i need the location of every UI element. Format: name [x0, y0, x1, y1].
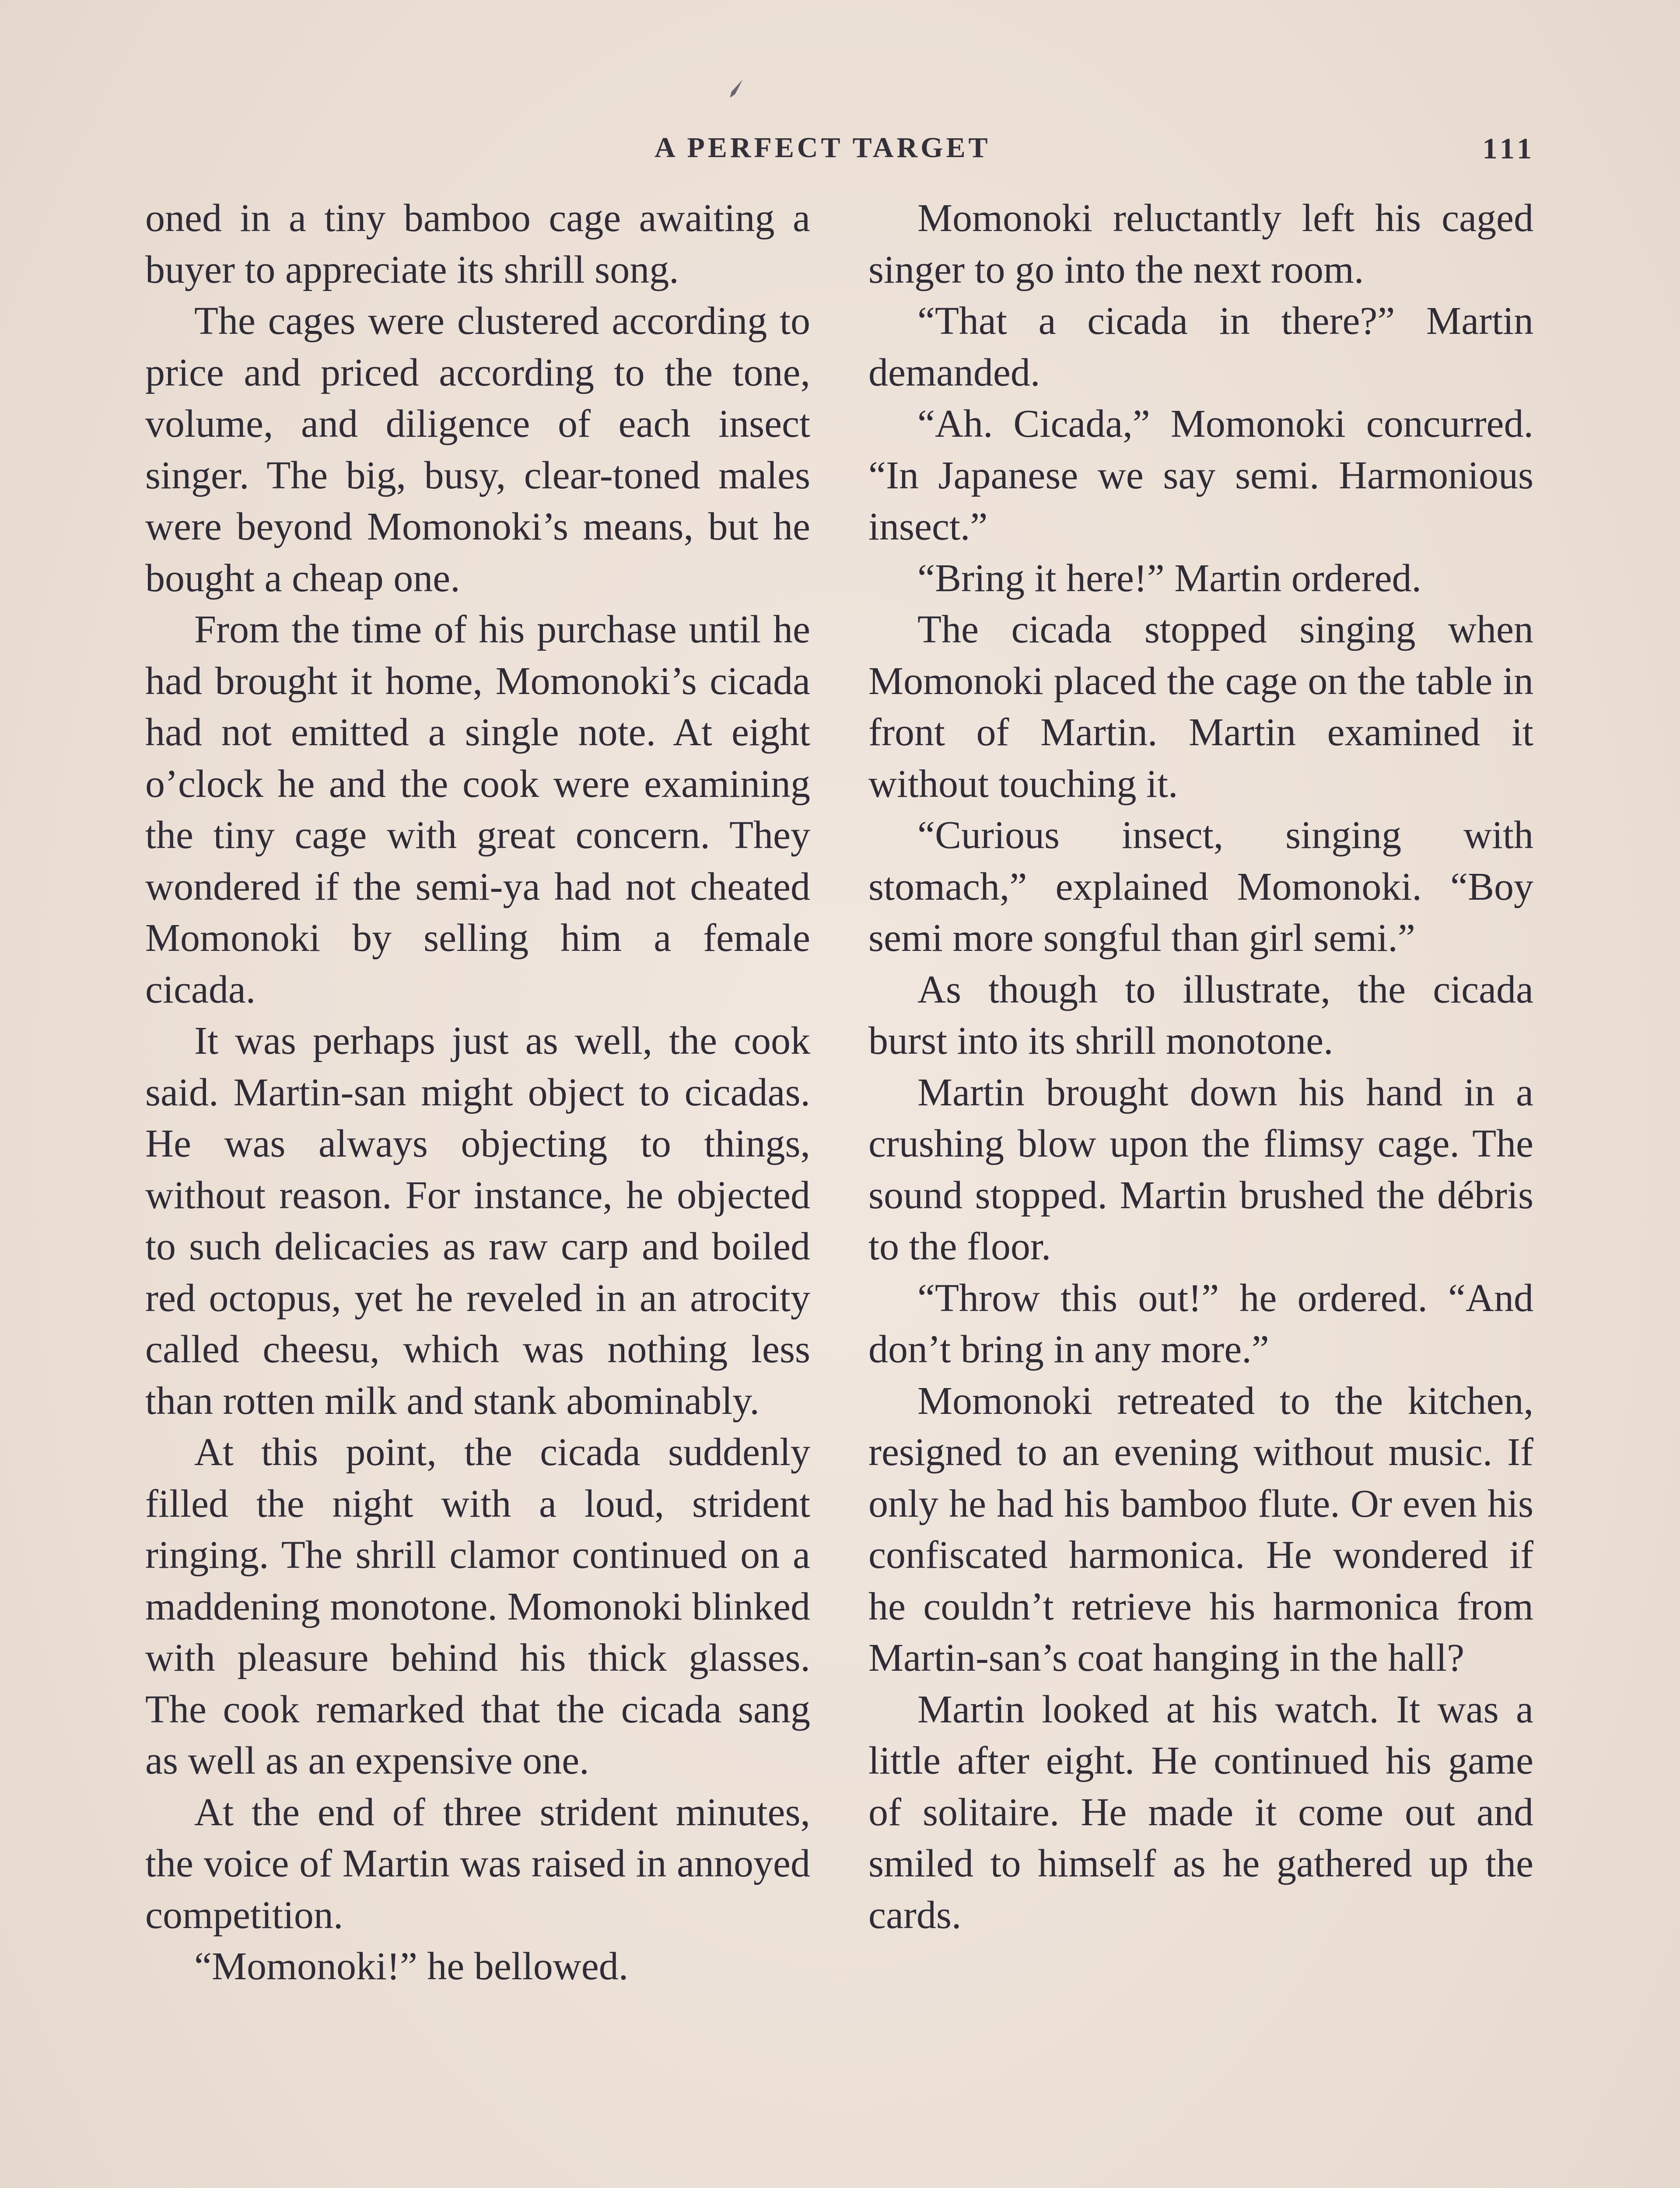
paragraph: The cages were clustered according to price and priced according to the tone, volume, and diligence of each insect singer. The big, busy, clear-toned males were beyond Momonoki’s means, but he bought a cheap one. — [145, 299, 810, 600]
paragraph: “Bring it here!” Martin ordered. — [917, 556, 1422, 600]
running-head: A PERFECT TARGET — [654, 132, 991, 164]
paragraph: Martin looked at his watch. It was a little after eight. He continued his game of solitaire. He made it come out and smiled to himself as he gathered up the cards. — [868, 1687, 1533, 1937]
left-column — [145, 193, 810, 1992]
page-number: 111 — [1482, 132, 1536, 165]
paragraph: The cicada stopped singing when Momonoki placed the cage on the table in front of Martin. Martin examined it without touching it. — [868, 608, 1533, 806]
paragraph: Martin brought down his hand in a crushing blow upon the flimsy cage. The sound stopped. Martin brushed the débris to the floor. — [868, 1070, 1533, 1268]
page-header — [0, 131, 1680, 171]
paragraph: “Throw this out!” he ordered. “And don’t bring in any more.” — [868, 1276, 1533, 1371]
paragraph: Momonoki reluctantly left his caged singer to go into the next room. — [868, 196, 1533, 291]
paragraph: As though to illustrate, the cicada burst into its shrill monotone. — [868, 968, 1533, 1062]
pencil-mark — [724, 75, 749, 102]
paragraph: From the time of his purchase until he had brought it home, Momonoki’s cicada had not emitted a single note. At eight o’clock he and the cook were examining the tiny cage with great concern. They wondered if the semi-ya had not cheated Momonoki by selling him a female cicada. — [145, 608, 810, 1011]
paragraph: At this point, the cicada suddenly filled the night with a loud, strident ringing. The shrill clamor continued on a maddening monotone. Momonoki blinked with pleasure behind his thick glasses. The cook remarked that the cicada sang as well as an expensive one. — [145, 1431, 810, 1782]
paragraph: It was perhaps just as well, the cook said. Martin-san might object to cicadas. He was always objecting to things, without reason. For instance, he objected to such delicacies as raw carp and boiled red octopus, yet he reveled in an atrocity called cheesu, which was nothing less than rotten milk and stank abominably. — [145, 1019, 810, 1423]
paragraph: “Curious insect, singing with stomach,” explained Momonoki. “Boy semi more songful than girl semi.” — [868, 813, 1533, 960]
paragraph: “That a cicada in there?” Martin demanded. — [868, 299, 1533, 394]
paragraph: oned in a tiny bamboo cage awaiting a buyer to appreciate its shrill song. — [145, 196, 810, 291]
paragraph: At the end of three strident minutes, the voice of Martin was raised in annoyed competition. — [145, 1790, 810, 1937]
paragraph: “Momonoki!” he bellowed. — [194, 1945, 629, 1988]
paragraph: “Ah. Cicada,” Momonoki concurred. “In Japanese we say semi. Harmonious insect.” — [868, 402, 1533, 548]
right-column — [868, 193, 1533, 1941]
paragraph: Momonoki retreated to the kitchen, resigned to an evening without music. If only he had his bamboo flute. Or even his confiscated harmonica. He wondered if he couldn’t retrieve his harmonica from Martin-san’s coat hanging in the hall? — [868, 1379, 1533, 1680]
